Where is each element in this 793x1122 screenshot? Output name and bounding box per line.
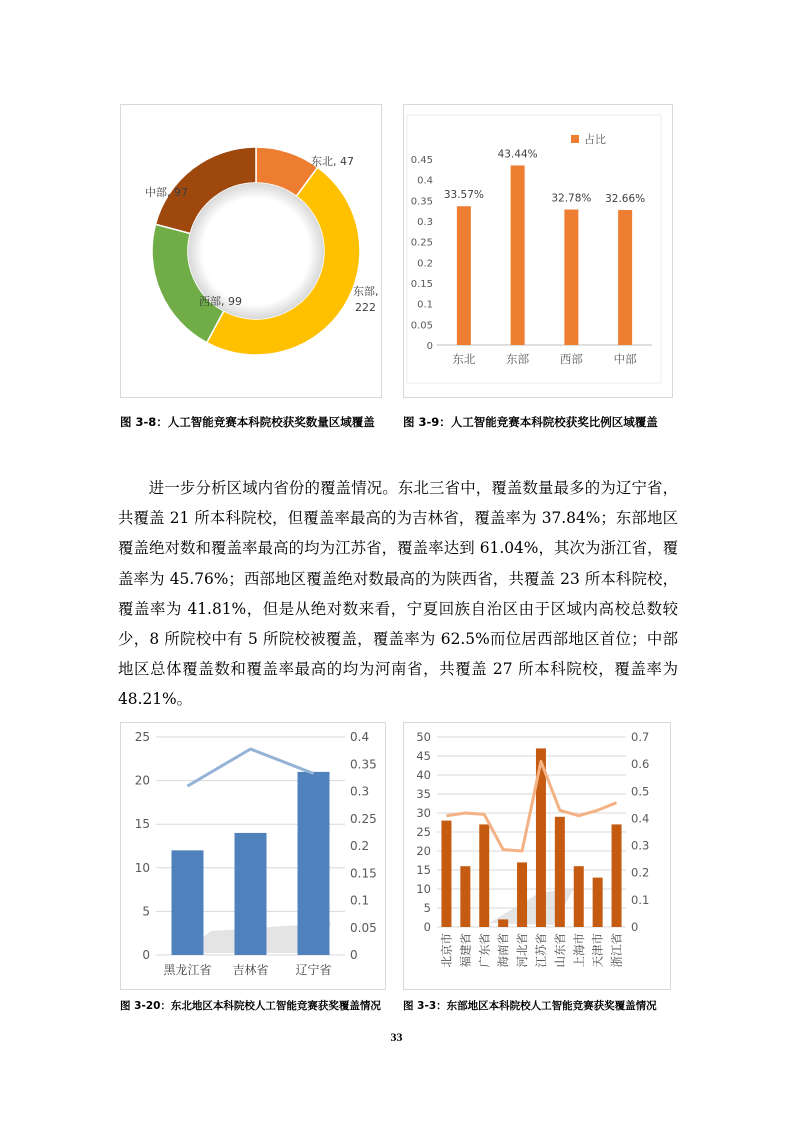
northeast-combo-chart	[121, 723, 385, 989]
body-paragraph: 进一步分析区域内省份的覆盖情况。东北三省中，覆盖数量最多的为辽宁省，共覆盖 21 所本科院校，但覆盖率最高的为吉林省，覆盖率为 37.84%；东部地区覆盖绝对数和覆盖率最高的均为江苏省，覆盖率达到 61.04%，其次为浙江省，覆盖率为 45.76%；西部地区覆盖绝对数最高的为陕西省，共覆盖 23 所本科院校，覆盖率为 41.81%，但是从绝对数来看，宁夏回族自治区由于区域内高校总数较少，8 所院校中有 5 所院校被覆盖，覆盖率为 62.5%而位居西部地区首位；中部地区总体覆盖数和覆盖率最高的均为河南省，共覆盖 27 所本科院校，覆盖率为 48.21%。	[118, 479, 678, 709]
y-tick-label-right: 0	[350, 948, 358, 962]
bar-山东省	[555, 817, 565, 927]
ratio-bar-chart	[404, 105, 672, 397]
y-tick-label-left: 30	[416, 806, 431, 820]
y-tick-label-right: 0.1	[350, 893, 370, 908]
y-tick-label-left: 50	[416, 730, 431, 744]
x-tick-label: 上海市	[571, 933, 586, 968]
y-tick-label-right: 0.7	[631, 730, 650, 744]
bar-东部	[511, 165, 525, 345]
y-tick-label-right: 0.5	[631, 784, 650, 799]
x-tick-label: 北京市	[439, 933, 454, 968]
x-tick-label: 河北省	[515, 933, 530, 968]
legend-label: 占比	[584, 133, 606, 146]
y-tick-label-left: 5	[423, 901, 431, 915]
fig-3-8-caption: 图 3-8：人工智能竞赛本科院校获奖数量区域覆盖	[120, 415, 375, 429]
fig-3-3-panel	[403, 722, 671, 990]
fig-3-8-panel	[120, 104, 382, 398]
fig-3-9-panel	[403, 104, 673, 398]
y-tick-label-left: 20	[416, 844, 431, 858]
bar-福建省	[460, 866, 470, 927]
bar-上海市	[574, 866, 584, 927]
x-tick-label: 东部	[506, 352, 530, 366]
y-tick-label: 0.05	[410, 320, 433, 332]
y-tick-label: 0.25	[410, 237, 433, 249]
y-tick-label-right: 0.35	[350, 757, 377, 772]
donut-label-northeast: 东北, 47	[311, 155, 354, 168]
x-tick-label: 山东省	[552, 933, 567, 968]
bar-河北省	[517, 862, 527, 927]
bar-广东省	[479, 824, 489, 927]
y-tick-label: 0.1	[417, 299, 433, 311]
fig-3-3-caption: 图 3-3：东部地区本科院校人工智能竞赛获奖覆盖情况	[403, 1000, 657, 1012]
y-tick-label: 0.45	[410, 155, 433, 166]
y-tick-label-left: 40	[416, 768, 431, 782]
y-tick-label-right: 0	[631, 920, 639, 934]
y-tick-label-left: 5	[142, 904, 150, 919]
bar-北京市	[441, 821, 451, 927]
y-tick-label-left: 25	[416, 825, 431, 839]
y-tick-label-right: 0.2	[631, 865, 650, 880]
y-tick-label-right: 0.3	[631, 838, 650, 853]
y-tick-label: 0	[426, 341, 433, 352]
y-tick-label-right: 0.1	[631, 892, 650, 907]
x-tick-label: 黑龙江省	[163, 963, 212, 977]
x-tick-label: 福建省	[458, 933, 473, 968]
y-tick-label-left: 10	[134, 860, 150, 875]
y-tick-label-left: 35	[416, 787, 431, 801]
y-tick-label-left: 15	[134, 817, 150, 832]
y-tick-label-left: 20	[134, 773, 150, 788]
donut-label-east-2: 222	[355, 301, 376, 314]
bar-天津市	[593, 878, 603, 927]
x-tick-label: 广东省	[477, 933, 492, 968]
y-tick-label-right: 0.3	[350, 784, 370, 799]
x-tick-label: 东北	[452, 352, 476, 366]
y-tick-label: 0.35	[410, 196, 433, 208]
y-tick-label-right: 0.4	[631, 811, 650, 826]
x-tick-label: 中部	[613, 352, 637, 366]
donut-chart	[121, 105, 381, 397]
bar-西部	[564, 210, 578, 345]
fig-3-20-panel	[120, 722, 386, 990]
y-tick-label-left: 0	[142, 948, 150, 962]
x-tick-label: 浙江省	[609, 933, 624, 968]
y-tick-label: 0.4	[417, 175, 433, 187]
data-label: 33.57%	[443, 189, 484, 202]
bar-中部	[618, 210, 632, 345]
y-tick-label-right: 0.4	[350, 730, 370, 744]
bar-黑龙江省	[172, 850, 204, 955]
y-tick-label-right: 0.05	[350, 920, 377, 935]
y-tick-label: 0.15	[410, 279, 433, 290]
y-tick-label-left: 45	[416, 749, 431, 763]
bar-东北	[457, 206, 471, 345]
y-tick-label-right: 0.15	[350, 866, 377, 881]
y-tick-label-left: 15	[416, 863, 431, 877]
y-tick-label: 0.2	[417, 258, 433, 270]
x-tick-label: 辽宁省	[295, 963, 332, 977]
bar-海南省	[498, 919, 508, 927]
data-label: 32.78%	[551, 192, 592, 205]
y-tick-label-left: 10	[416, 882, 431, 896]
x-tick-label: 江苏省	[533, 933, 548, 968]
x-tick-label: 海南省	[496, 933, 511, 968]
bar-吉林省	[235, 833, 267, 955]
x-tick-label: 西部	[559, 352, 583, 366]
y-tick-label-left: 25	[134, 730, 150, 744]
donut-label-west: 西部, 99	[199, 295, 242, 308]
y-tick-label-left: 0	[423, 920, 431, 934]
y-tick-label-right: 0.25	[350, 811, 377, 826]
fig-3-20-caption: 图 3-20：东北地区本科院校人工智能竞赛获奖覆盖情况	[120, 1000, 381, 1012]
y-tick-label: 0.3	[417, 217, 433, 228]
page-number: 33	[390, 1030, 403, 1044]
x-tick-label: 天津市	[590, 933, 605, 968]
y-tick-label-right: 0.6	[631, 757, 650, 772]
legend-swatch	[571, 135, 579, 143]
bar-辽宁省	[298, 772, 330, 955]
fig-3-9-caption: 图 3-9：人工智能竞赛本科院校获奖比例区域覆盖	[403, 415, 658, 429]
donut-label-central: 中部, 97	[145, 186, 188, 199]
y-tick-label-right: 0.2	[350, 839, 370, 853]
x-tick-label: 吉林省	[232, 963, 269, 977]
donut-label-east-1: 东部,	[353, 285, 379, 298]
bar-浙江省	[612, 824, 622, 927]
east-combo-chart	[404, 723, 670, 989]
data-label: 43.44%	[497, 148, 538, 161]
data-label: 32.66%	[605, 193, 646, 206]
